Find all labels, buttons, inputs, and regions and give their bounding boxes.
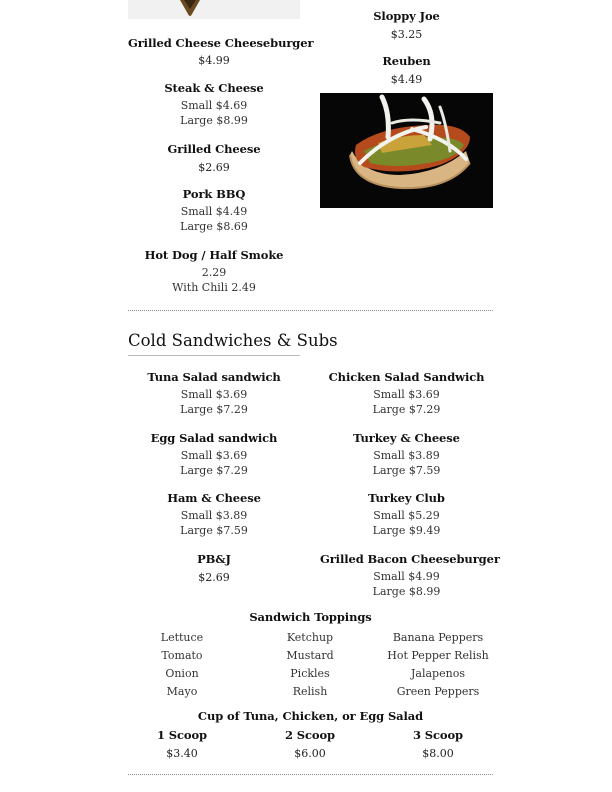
menu-item-ham-cheese bbox=[128, 491, 300, 537]
menu-item-pork-bbq bbox=[128, 187, 300, 233]
section-divider-bottom bbox=[128, 774, 493, 775]
item-name: Sloppy Joe bbox=[373, 9, 440, 23]
item-name: Grilled Bacon Cheeseburger bbox=[320, 552, 500, 566]
item-price-small: Small $4.69 bbox=[180, 99, 248, 112]
topping-item: Tomato bbox=[161, 649, 203, 662]
menu-item-grilled-bacon-cheeseburger bbox=[320, 552, 500, 598]
section-heading-cold-sandwiches: Cold Sandwiches & Subs bbox=[128, 331, 338, 350]
item-name: Pork BBQ bbox=[182, 187, 246, 201]
menu-item-grilled-cheese-cheeseburger bbox=[128, 36, 314, 67]
item-price: $2.69 bbox=[198, 571, 230, 584]
topping-item: Mustard bbox=[286, 649, 334, 662]
heading-underline bbox=[128, 355, 300, 356]
cup-size-1-scoop bbox=[118, 728, 246, 760]
topping-item: Relish bbox=[292, 685, 328, 698]
item-price-large: Large $7.59 bbox=[372, 464, 441, 477]
menu-item-egg-salad bbox=[128, 431, 300, 477]
top-food-photo-fragment bbox=[128, 0, 300, 19]
item-price: $2.69 bbox=[198, 161, 230, 174]
item-price-large: Large $9.49 bbox=[372, 524, 441, 537]
menu-item-chicken-salad bbox=[320, 370, 493, 416]
topping-item: Green Peppers bbox=[396, 685, 480, 698]
item-price-large: Large $7.29 bbox=[180, 464, 248, 477]
scoop-price: $6.00 bbox=[294, 747, 326, 760]
item-price-large: Large $8.99 bbox=[180, 114, 248, 127]
menu-item-pbj bbox=[128, 552, 300, 584]
toppings-title: Sandwich Toppings bbox=[249, 610, 372, 624]
topping-item: Pickles bbox=[290, 667, 330, 680]
cup-size-3-scoop bbox=[374, 728, 502, 760]
topping-item: Onion bbox=[165, 667, 199, 680]
item-name: Hot Dog / Half Smoke bbox=[144, 248, 284, 262]
hot-dog-photo bbox=[320, 93, 493, 208]
item-price-large: Large $7.29 bbox=[180, 403, 248, 416]
scoop-label: 3 Scoop bbox=[413, 728, 463, 742]
item-name: PB&J bbox=[197, 552, 231, 566]
item-name: Grilled Cheese Cheeseburger bbox=[128, 36, 314, 50]
item-name: Reuben bbox=[382, 54, 431, 68]
item-name: Tuna Salad sandwich bbox=[147, 370, 281, 384]
item-name: Chicken Salad Sandwich bbox=[328, 370, 485, 384]
scoop-price: $8.00 bbox=[422, 747, 454, 760]
item-price-small: Small $3.89 bbox=[373, 449, 440, 462]
item-price: $3.25 bbox=[390, 28, 423, 41]
topping-item: Lettuce bbox=[160, 631, 204, 644]
cup-salad-title: Cup of Tuna, Chicken, or Egg Salad bbox=[197, 709, 424, 723]
item-price-with-chili: With Chili 2.49 bbox=[172, 281, 256, 294]
toppings-column-3 bbox=[374, 629, 502, 701]
scoop-label: 2 Scoop bbox=[285, 728, 335, 742]
toppings-column-1 bbox=[118, 629, 246, 701]
menu-item-turkey-club bbox=[320, 491, 493, 537]
item-name: Turkey & Cheese bbox=[353, 431, 460, 445]
item-price: 2.29 bbox=[201, 266, 227, 279]
item-price-small: Small $4.99 bbox=[373, 570, 440, 583]
cup-size-2-scoop bbox=[246, 728, 374, 760]
item-price: $4.99 bbox=[198, 54, 230, 67]
menu-item-grilled-cheese bbox=[128, 142, 300, 174]
menu-item-tuna-salad bbox=[128, 370, 300, 416]
item-price-small: Small $3.69 bbox=[180, 388, 248, 401]
section-divider bbox=[128, 310, 493, 311]
menu-item-sloppy-joe bbox=[320, 9, 493, 41]
item-name: Egg Salad sandwich bbox=[150, 431, 278, 445]
item-price: $4.49 bbox=[390, 73, 423, 86]
item-price-small: Small $4.49 bbox=[180, 205, 248, 218]
item-price-large: Large $8.99 bbox=[372, 585, 441, 598]
item-name: Grilled Cheese bbox=[167, 142, 261, 156]
scoop-price: $3.40 bbox=[166, 747, 198, 760]
item-price-small: Small $3.69 bbox=[180, 449, 248, 462]
item-price-large: Large $7.59 bbox=[180, 524, 248, 537]
topping-item: Hot Pepper Relish bbox=[387, 649, 489, 662]
topping-item: Jalapenos bbox=[411, 667, 465, 680]
scoop-label: 1 Scoop bbox=[157, 728, 207, 742]
menu-item-turkey-cheese bbox=[320, 431, 493, 477]
topping-item: Banana Peppers bbox=[392, 631, 484, 644]
toppings-column-2 bbox=[246, 629, 374, 701]
item-price-small: Small $5.29 bbox=[373, 509, 440, 522]
topping-item: Mayo bbox=[166, 685, 198, 698]
menu-item-reuben bbox=[320, 54, 493, 86]
item-price-large: Large $8.69 bbox=[180, 220, 248, 233]
menu-item-hot-dog-half-smoke bbox=[128, 248, 300, 294]
item-price-small: Small $3.69 bbox=[373, 388, 440, 401]
item-price-large: Large $7.29 bbox=[372, 403, 441, 416]
item-name: Ham & Cheese bbox=[167, 491, 261, 505]
topping-item: Ketchup bbox=[286, 631, 334, 644]
item-name: Turkey Club bbox=[368, 491, 445, 505]
item-name: Steak & Cheese bbox=[164, 81, 264, 95]
item-price-small: Small $3.89 bbox=[180, 509, 248, 522]
menu-item-steak-cheese bbox=[128, 81, 300, 127]
